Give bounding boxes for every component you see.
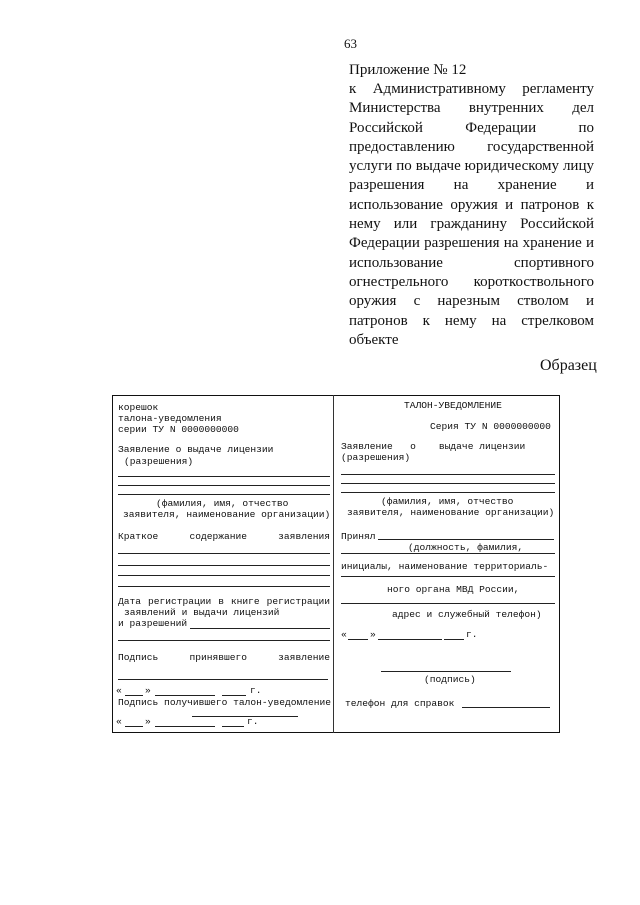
stub-summary-line-1 xyxy=(118,553,330,554)
stub-recipient-signature-label: Подпись получившего талон-уведомление xyxy=(118,697,332,708)
appendix-title: Приложение № 12 xyxy=(349,62,467,78)
talon-application-word: Заявление xyxy=(341,441,393,452)
stub-series: серии ТУ N 0000000000 xyxy=(118,424,239,435)
stub-receiver-label xyxy=(118,652,330,663)
stub-applicant-caption-2: заявителя, наименование организации) xyxy=(123,509,331,520)
stub-application-line-3 xyxy=(118,494,330,495)
talon-position-caption: (должность, фамилия, xyxy=(408,542,524,553)
stub-receiver-word: заявление xyxy=(278,652,330,663)
stub-receiver-word: принявшего xyxy=(189,652,248,663)
talon-date-open-quote: « xyxy=(341,629,347,640)
appendix-text: к Административному регламенту Министерства внутренних дел Российской Федерации по предоставлению государственной услуги по выдаче юридическому лицу разрешения на хранение и использование оружия и патронов к нему или гражданину Российской Федерации разрешения на хранение и использование спортивного огнестрельного короткоствольного оружия с нарезным стволом и патронов к нему на стрелковом объекте xyxy=(349,81,594,348)
stub-date2-close-quote: » xyxy=(145,716,151,727)
sample-label: Образец xyxy=(540,357,597,374)
stub-application-label: Заявление о выдаче лицензии xyxy=(118,444,274,455)
talon-series: Серия ТУ N 0000000000 xyxy=(430,421,551,432)
stub-date-year-suffix: г. xyxy=(250,685,262,696)
talon-initials-line xyxy=(341,576,555,577)
talon-applicant-caption: (фамилия, имя, отчество xyxy=(381,496,514,507)
stub-registration-word: регистрации xyxy=(147,596,212,607)
stub-registration-label-3: и разрешений xyxy=(118,618,188,629)
stub-registration-word: Дата xyxy=(118,596,142,607)
stub-registration-label xyxy=(118,596,330,607)
stub-registration-field xyxy=(190,628,330,629)
talon-application-sublabel: (разрешения) xyxy=(341,452,411,463)
stub-registration-word: в xyxy=(218,596,224,607)
talon-position-line xyxy=(341,553,555,554)
talon-date-year-field xyxy=(444,639,464,640)
stub-summary-line-2 xyxy=(118,565,330,566)
stub-registration-label-2: заявлений и выдачи лицензий xyxy=(124,607,280,618)
stub-date2-open-quote: « xyxy=(116,716,122,727)
stub-application-line-1 xyxy=(118,476,330,477)
stub-registration-word: книге xyxy=(230,596,260,607)
talon-application-line-1 xyxy=(341,474,555,475)
stub-date-month-field xyxy=(155,695,215,696)
form-divider xyxy=(333,395,334,733)
stub-receiver-signature-line xyxy=(118,679,328,680)
talon-date-year-suffix: г. xyxy=(466,629,478,640)
talon-accepted-label: Принял xyxy=(341,531,376,542)
stub-summary-word: заявления xyxy=(278,531,330,542)
stub-date2-month-field xyxy=(155,726,215,727)
stub-registration-line xyxy=(118,640,330,641)
talon-date-close-quote: » xyxy=(370,629,376,640)
stub-recipient-signature-line xyxy=(192,716,298,717)
stub-summary-word: Краткое xyxy=(118,531,159,542)
talon-initials-caption: инициалы, наименование территориаль- xyxy=(341,561,549,572)
talon-phone-label: телефон для справок xyxy=(345,698,455,709)
stub-application-sublabel: (разрешения) xyxy=(124,456,194,467)
talon-application-line-3 xyxy=(341,492,555,493)
talon-date-day-field xyxy=(348,639,368,640)
talon-application-label xyxy=(341,441,525,452)
talon-organ-line xyxy=(341,603,555,604)
talon-date-month-field xyxy=(378,639,442,640)
stub-summary-line-3 xyxy=(118,575,330,576)
stub-applicant-caption: (фамилия, имя, отчество xyxy=(156,498,289,509)
stub-subheader: талона-уведомления xyxy=(118,413,222,424)
stub-summary-word: содержание xyxy=(189,531,248,542)
page-number: 63 xyxy=(344,36,357,51)
stub-date-day-field xyxy=(125,695,143,696)
stub-header: корешок xyxy=(118,402,159,413)
talon-application-line-2 xyxy=(341,483,555,484)
stub-registration-word: регистрации xyxy=(266,596,330,607)
talon-address-caption: адрес и служебный телефон) xyxy=(392,609,542,620)
stub-date-close-quote: » xyxy=(145,685,151,696)
talon-title: ТАЛОН-УВЕДОМЛЕНИЕ xyxy=(404,400,502,411)
talon-accepted-line xyxy=(378,539,554,540)
stub-summary-line-4 xyxy=(118,586,330,587)
stub-date2-year-suffix: г. xyxy=(247,716,259,727)
stub-date-year-field xyxy=(222,695,246,696)
stub-date-open-quote: « xyxy=(116,685,122,696)
talon-organ-caption: ного органа МВД России, xyxy=(387,584,520,595)
stub-summary-label xyxy=(118,531,330,542)
talon-signature-caption: (подпись) xyxy=(424,674,476,685)
stub-date2-day-field xyxy=(125,726,143,727)
talon-application-word: выдаче лицензии xyxy=(438,441,526,452)
talon-phone-field xyxy=(462,707,550,708)
talon-application-word: о xyxy=(410,441,416,452)
stub-date2-year-field xyxy=(222,726,244,727)
stub-receiver-word: Подпись xyxy=(118,652,159,663)
talon-applicant-caption-2: заявителя, наименование организации) xyxy=(347,507,555,518)
talon-signature-line xyxy=(381,671,511,672)
stub-application-line-2 xyxy=(118,485,330,486)
